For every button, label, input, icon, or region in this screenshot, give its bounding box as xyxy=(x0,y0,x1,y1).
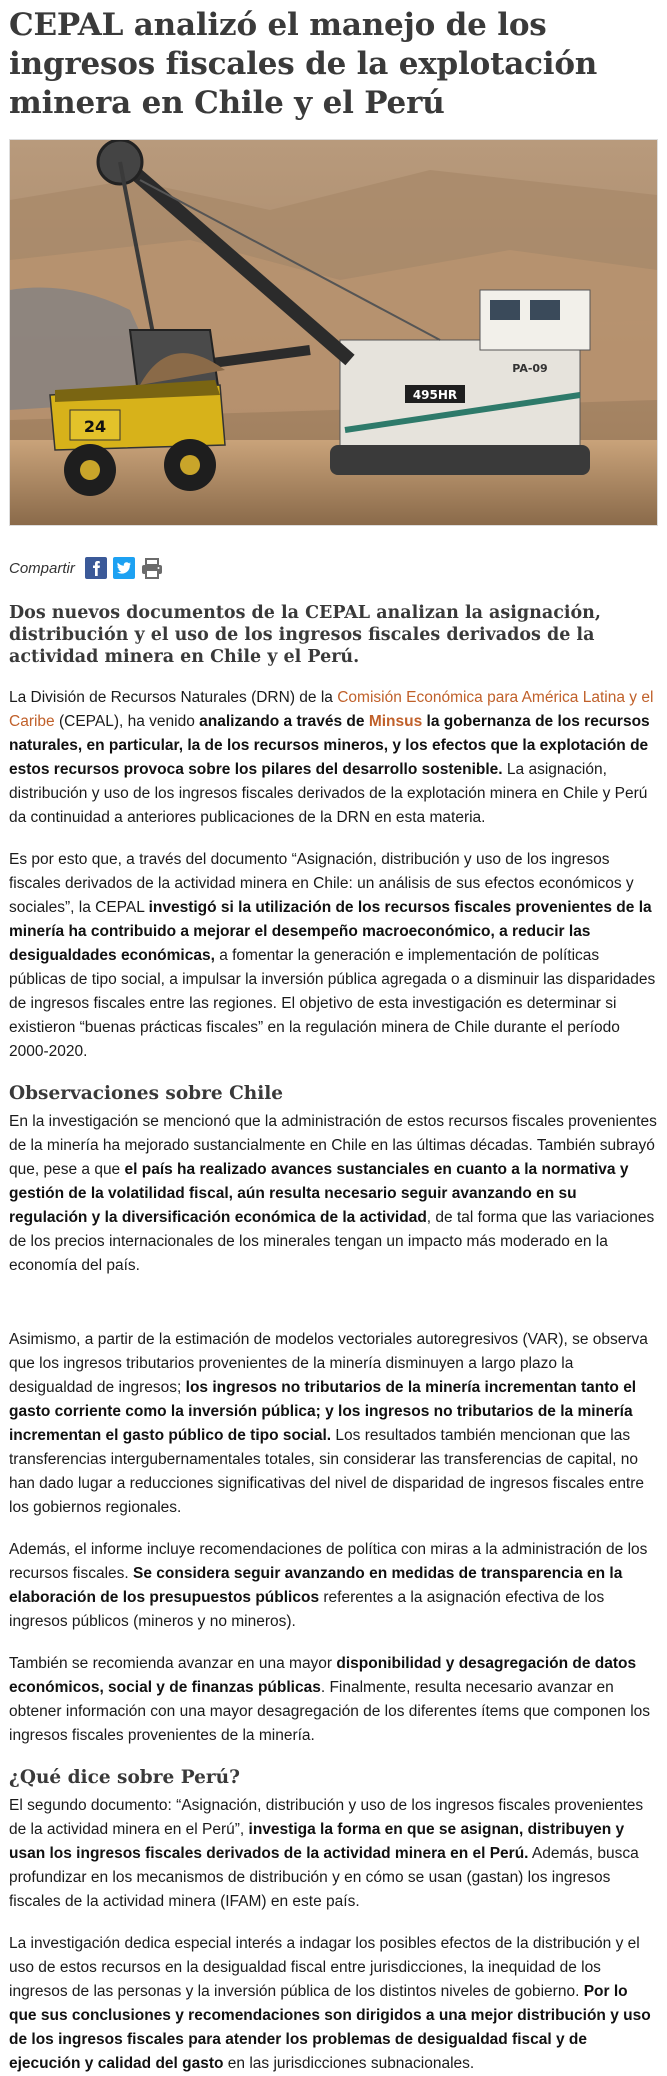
twitter-icon[interactable] xyxy=(113,557,135,579)
shovel-model-label: 495HR xyxy=(412,388,458,402)
paragraph-2: Es por esto que, a través del documento “Asignación, distribución y uso de los ingresos fiscales derivados de la actividad minera en Chile: un análisis de sus efectos económicos y sociales”, la CEPAL investigó si la utilización de los recursos fiscales provenientes de la minería ha contribuido a mejorar el desempeño macroeconómico, a reducir las desigualdades económicas, a fomentar la generación e implementación de políticas públicas de tipo social, a impulsar la inversión pública agregada o a disminuir las disparidades de ingresos fiscales entre las regiones. El objetivo de esta investigación es determinar si existieron “buenas prácticas fiscales” en la regulación minera de Chile durante el período 2000-2020. xyxy=(9,851,656,1060)
page-title: CEPAL analizó el manejo de los ingresos fiscales de la explotación minera en Chile y el Perú xyxy=(9,7,598,121)
paragraph-6: También se recomienda avanzar en una mayor disponibilidad y desagregación de datos económicos, social y de finanzas públicas. Finalmente, resulta necesario avanzar en obtener información con una mayor desagregación de los diferentes ítems que componen los ingresos fiscales provenientes de la minería. xyxy=(9,1655,651,1744)
lede-heading: Dos nuevos documentos de la CEPAL analizan la asignación, distribución y el uso de los ingresos fiscales derivados de la actividad minera en Chile y el Perú. xyxy=(9,603,601,667)
paragraph-5: Además, el informe incluye recomendaciones de política con miras a la administración de los recursos fiscales. Se considera seguir avanzando en medidas de transparencia en la elaboración de los presupuestos públicos referentes a la asignación efectiva de los ingresos públicos (mineros y no mineros). xyxy=(9,1541,648,1630)
minsus-link[interactable]: Minsus xyxy=(368,713,423,730)
paragraph-8: La investigación dedica especial interés a indagar los posibles efectos de la distribución y el uso de estos recursos en la desigualdad fiscal entre jurisdicciones, la inequidad de los ingresos de las personas y la inversión pública de los distintos niveles de gobierno. Por lo que sus conclusiones y recomendaciones son dirigidos a una mejor distribución y uso de los ingresos fiscales para atender los problemas de desigualdad fiscal y de ejecución y calidad del gasto en las jurisdicciones subnacionales. xyxy=(9,1935,651,2072)
truck-number-label: 24 xyxy=(83,417,107,436)
paragraph-4: Asimismo, a partir de la estimación de modelos vectoriales autoregresivos (VAR), se observa que los ingresos tributarios provenientes de la minería disminuyen a largo plazo la desigualdad de ingresos; los ingresos no tributarios de la minería incrementan tanto el gasto corriente como la inversión pública; y los ingresos no tributarios de la minería incrementan el gasto público de tipo social. Los resultados también mencionan que las transferencias intergubernamentales totales, sin considerar las transferencias de capital, no han dado lugar a reducciones significativas del nivel de disparidad de ingresos fiscales entre los gobiernos regionales. xyxy=(9,1331,648,1516)
section-heading-chile: Observaciones sobre Chile xyxy=(9,1083,284,1104)
paragraph-7: El segundo documento: “Asignación, distribución y uso de los ingresos fiscales provenientes de la actividad minera en el Perú”, investiga la forma en que se asignan, distribuyen y usan los ingresos fiscales derivados de la actividad minera en el Perú. Además, busca profundizar en los mecanismos de distribución y en cómo se usan (gastan) los ingresos fiscales de la actividad minera (IFAM) en este país. xyxy=(9,1797,644,1910)
print-icon[interactable] xyxy=(141,557,163,579)
paragraph-1: La División de Recursos Naturales (DRN) de la Comisión Económica para América Latina y el Caribe (CEPAL), ha venido analizando a través de Minsus la gobernanza de los recursos naturales, en particular, la de los recursos mineros, y los efectos que la explotación de estos recursos provoca sobre los pilares del desarrollo sostenible. La asignación, distribución y uso de los ingresos fiscales derivados de la explotación minera en Chile y Perú da continuidad a anteriores publicaciones de la DRN en esta materia. xyxy=(9,689,654,826)
section-heading-peru: ¿Qué dice sobre Perú? xyxy=(9,1767,240,1788)
share-bar xyxy=(9,556,658,580)
facebook-icon[interactable] xyxy=(85,557,107,579)
hero-image xyxy=(9,139,658,526)
share-label: Compartir xyxy=(9,559,75,577)
shovel-id-label: PA-09 xyxy=(512,362,548,375)
spacer xyxy=(9,1296,658,1328)
cepal-link[interactable]: Comisión Económica para América Latina y el Caribe xyxy=(9,689,654,730)
paragraph-3: En la investigación se mencionó que la administración de estos recursos fiscales provenientes de la minería ha mejorado sustancialmente en Chile en las últimas décadas. También subrayó que, pese a que el país ha realizado avances sustanciales en cuanto a la normativa y gestión de la volatilidad fiscal, aún resulta necesario seguir avanzando en su regulación y la diversificación económica de la actividad, de tal forma que las variaciones de los precios internacionales de los minerales tengan un impacto más moderado en la economía del país. xyxy=(9,1113,657,1274)
